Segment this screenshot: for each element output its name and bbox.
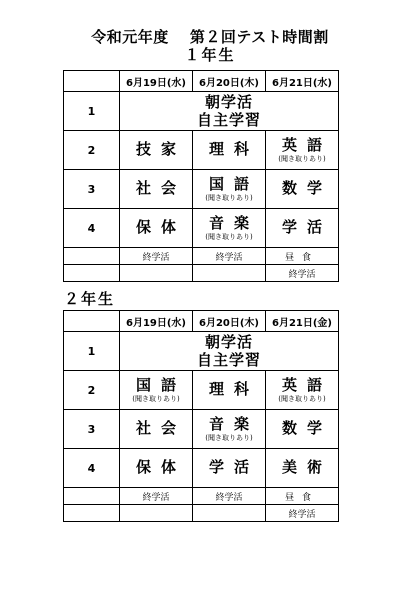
subject-cell	[266, 170, 339, 209]
period-number: 1	[64, 92, 120, 131]
footer-cell: 昼食	[266, 248, 339, 265]
subject-cell	[266, 131, 339, 170]
footer-empty-cell	[64, 505, 120, 522]
subject-name: 社会	[135, 419, 186, 437]
subject-cell	[193, 209, 266, 248]
corner-cell	[64, 311, 120, 332]
grade2-label: ２年生	[64, 290, 116, 308]
period-row	[64, 410, 339, 449]
subject-cell	[193, 410, 266, 449]
subject-name: 数学	[281, 419, 332, 437]
merged-line: 自主学習	[196, 111, 261, 129]
date-header: 6月19日(水)	[120, 71, 193, 92]
subject-name: 数学	[281, 179, 332, 197]
footer-row	[64, 505, 339, 522]
date-header: 6月21日(金)	[266, 311, 339, 332]
date-header: 6月20日(木)	[193, 311, 266, 332]
subject-cell	[120, 131, 193, 170]
subject-name: 保体	[135, 218, 186, 236]
subject-name: 理科	[208, 380, 259, 398]
period-number: 4	[64, 449, 120, 488]
footer-cell: 終学活	[193, 488, 266, 505]
header-row	[64, 71, 339, 92]
subject-name: 保体	[135, 458, 186, 476]
subject-name: 音楽	[208, 213, 259, 232]
subject-name: 音楽	[208, 414, 259, 433]
subject-name: 国語	[208, 174, 259, 193]
period-number: 4	[64, 209, 120, 248]
date-header: 6月19日(水)	[120, 311, 193, 332]
page-title: 令和元年度 第２回テスト時間割	[91, 28, 329, 46]
period-number: 2	[64, 131, 120, 170]
date-header: 6月21日(水)	[266, 71, 339, 92]
subject-cell	[193, 449, 266, 488]
subject-cell	[266, 209, 339, 248]
subject-note: (聞き取りあり)	[205, 433, 253, 442]
footer-empty-cell	[64, 248, 120, 265]
footer-row	[64, 265, 339, 282]
subject-name: 英語	[281, 375, 332, 394]
footer-empty-cell	[64, 488, 120, 505]
footer-cell: 終学活	[120, 488, 193, 505]
subject-cell	[266, 449, 339, 488]
period-row	[64, 170, 339, 209]
footer-cell	[120, 265, 193, 282]
footer-cell	[193, 265, 266, 282]
period-row	[64, 131, 339, 170]
merged-cell	[120, 92, 339, 131]
period-row	[64, 92, 339, 131]
subject-name: 理科	[208, 140, 259, 158]
period-number: 2	[64, 371, 120, 410]
period-number: 1	[64, 332, 120, 371]
subject-cell	[193, 131, 266, 170]
period-number: 3	[64, 410, 120, 449]
footer-cell	[193, 505, 266, 522]
merged-cell	[120, 332, 339, 371]
subject-cell	[120, 449, 193, 488]
subject-cell	[193, 170, 266, 209]
footer-cell: 昼食	[266, 488, 339, 505]
footer-cell: 終学活	[120, 248, 193, 265]
grade1-schedule-table	[63, 70, 339, 282]
subject-name: 国語	[135, 375, 186, 394]
subject-name: 学活	[281, 218, 332, 236]
subject-name: 技家	[135, 140, 186, 158]
footer-cell: 終学活	[266, 265, 339, 282]
subject-cell	[266, 371, 339, 410]
period-row	[64, 332, 339, 371]
subject-name: 英語	[281, 135, 332, 154]
footer-empty-cell	[64, 265, 120, 282]
subject-cell	[120, 209, 193, 248]
period-row	[64, 449, 339, 488]
subject-note: (聞き取りあり)	[205, 232, 253, 241]
footer-cell: 終学活	[193, 248, 266, 265]
period-row	[64, 209, 339, 248]
subject-note: (聞き取りあり)	[132, 394, 180, 403]
subject-name: 学活	[208, 458, 259, 476]
subject-cell	[193, 371, 266, 410]
subject-note: (聞き取りあり)	[278, 394, 326, 403]
subject-note: (聞き取りあり)	[205, 193, 253, 202]
footer-cell	[120, 505, 193, 522]
subject-name: 社会	[135, 179, 186, 197]
header-row	[64, 311, 339, 332]
subject-cell	[266, 410, 339, 449]
footer-cell: 終学活	[266, 505, 339, 522]
merged-line: 自主学習	[196, 351, 261, 369]
grade1-label: １年生	[184, 46, 236, 64]
period-row	[64, 371, 339, 410]
subject-cell	[120, 170, 193, 209]
footer-row	[64, 488, 339, 505]
date-header: 6月20日(木)	[193, 71, 266, 92]
footer-row	[64, 248, 339, 265]
grade2-schedule-table	[63, 310, 339, 522]
merged-line: 朝学活	[204, 93, 253, 111]
subject-name: 美術	[281, 458, 332, 476]
corner-cell	[64, 71, 120, 92]
merged-line: 朝学活	[204, 333, 253, 351]
period-number: 3	[64, 170, 120, 209]
subject-cell	[120, 371, 193, 410]
subject-note: (聞き取りあり)	[278, 154, 326, 163]
subject-cell	[120, 410, 193, 449]
